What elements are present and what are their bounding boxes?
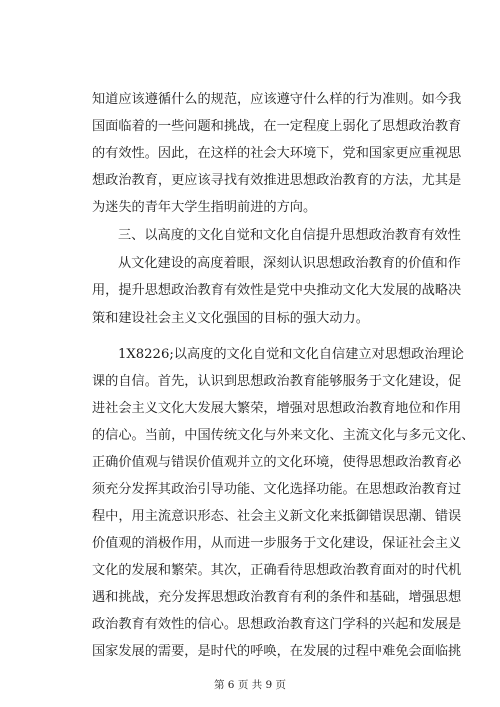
text-line: 正确价值观与错误价值观并立的文化环境，使得思想政治教育必	[92, 455, 462, 470]
text-line: 策和建设社会主义文化强国的目标的强大动力。	[92, 311, 369, 326]
text-line: 想政治教育，更应该寻找有效推进思想政治教育的方法，尤其是	[92, 173, 462, 188]
section-heading: 三、以高度的文化自觉和文化自信提升思想政治教育有效性	[118, 228, 461, 243]
text-line: 用，提升思想政治教育有效性是党中央推动文化大发展的战略决	[92, 283, 462, 298]
text-line: 国面临着的一些问题和挑战，在一定程度上弱化了思想政治教育	[92, 119, 462, 134]
text-line: 文化的发展和繁荣。其次，正确看待思想政治教育面对的时代机	[92, 563, 462, 578]
text-line: 程中，用主流意识形态、社会主义新文化来抵御错误思潮、错误	[92, 509, 462, 524]
text-line: 的有效性。因此，在这样的社会大环境下，党和国家更应重视思	[92, 146, 462, 161]
text-line: 须充分发挥其政治引导功能、文化选择功能。在思想政治教育过	[92, 482, 462, 497]
text-line: 价值观的消极作用，从而进一步服务于文化建设，保证社会主义	[92, 536, 462, 551]
text-line: 为迷失的青年大学生指明前进的方向。	[92, 200, 317, 215]
text-line: 知道应该遵循什么的规范，应该遵守什么样的行为准则。如今我	[92, 92, 462, 107]
text-line: 课的自信。首先，认识到思想政治教育能够服务于文化建设，促	[92, 374, 462, 389]
text-line: 从文化建设的高度着眼，深刻认识思想政治教育的价值和作	[118, 256, 461, 271]
text-line: 遇和挑战，充分发挥思想政治教育有利的条件和基础，增强思想	[92, 590, 462, 605]
text-line: 政治教育有效性的信心。思想政治教育这门学科的兴起和发展是	[92, 617, 462, 632]
text-line: 的信心。当前，中国传统文化与外来文化、主流文化与多元文化、	[92, 428, 475, 443]
text-line: 1X8226;以高度的文化自觉和文化自信建立对思想政治理论	[118, 347, 464, 362]
text-line: 国家发展的需要，是时代的呼唤，在发展的过程中难免会面临挑	[92, 644, 462, 659]
text-line: 进社会主义文化大发展大繁荣，增强对思想政治教育地位和作用	[92, 401, 462, 416]
page-number-footer: 第 6 页 共 9 页	[213, 679, 287, 691]
